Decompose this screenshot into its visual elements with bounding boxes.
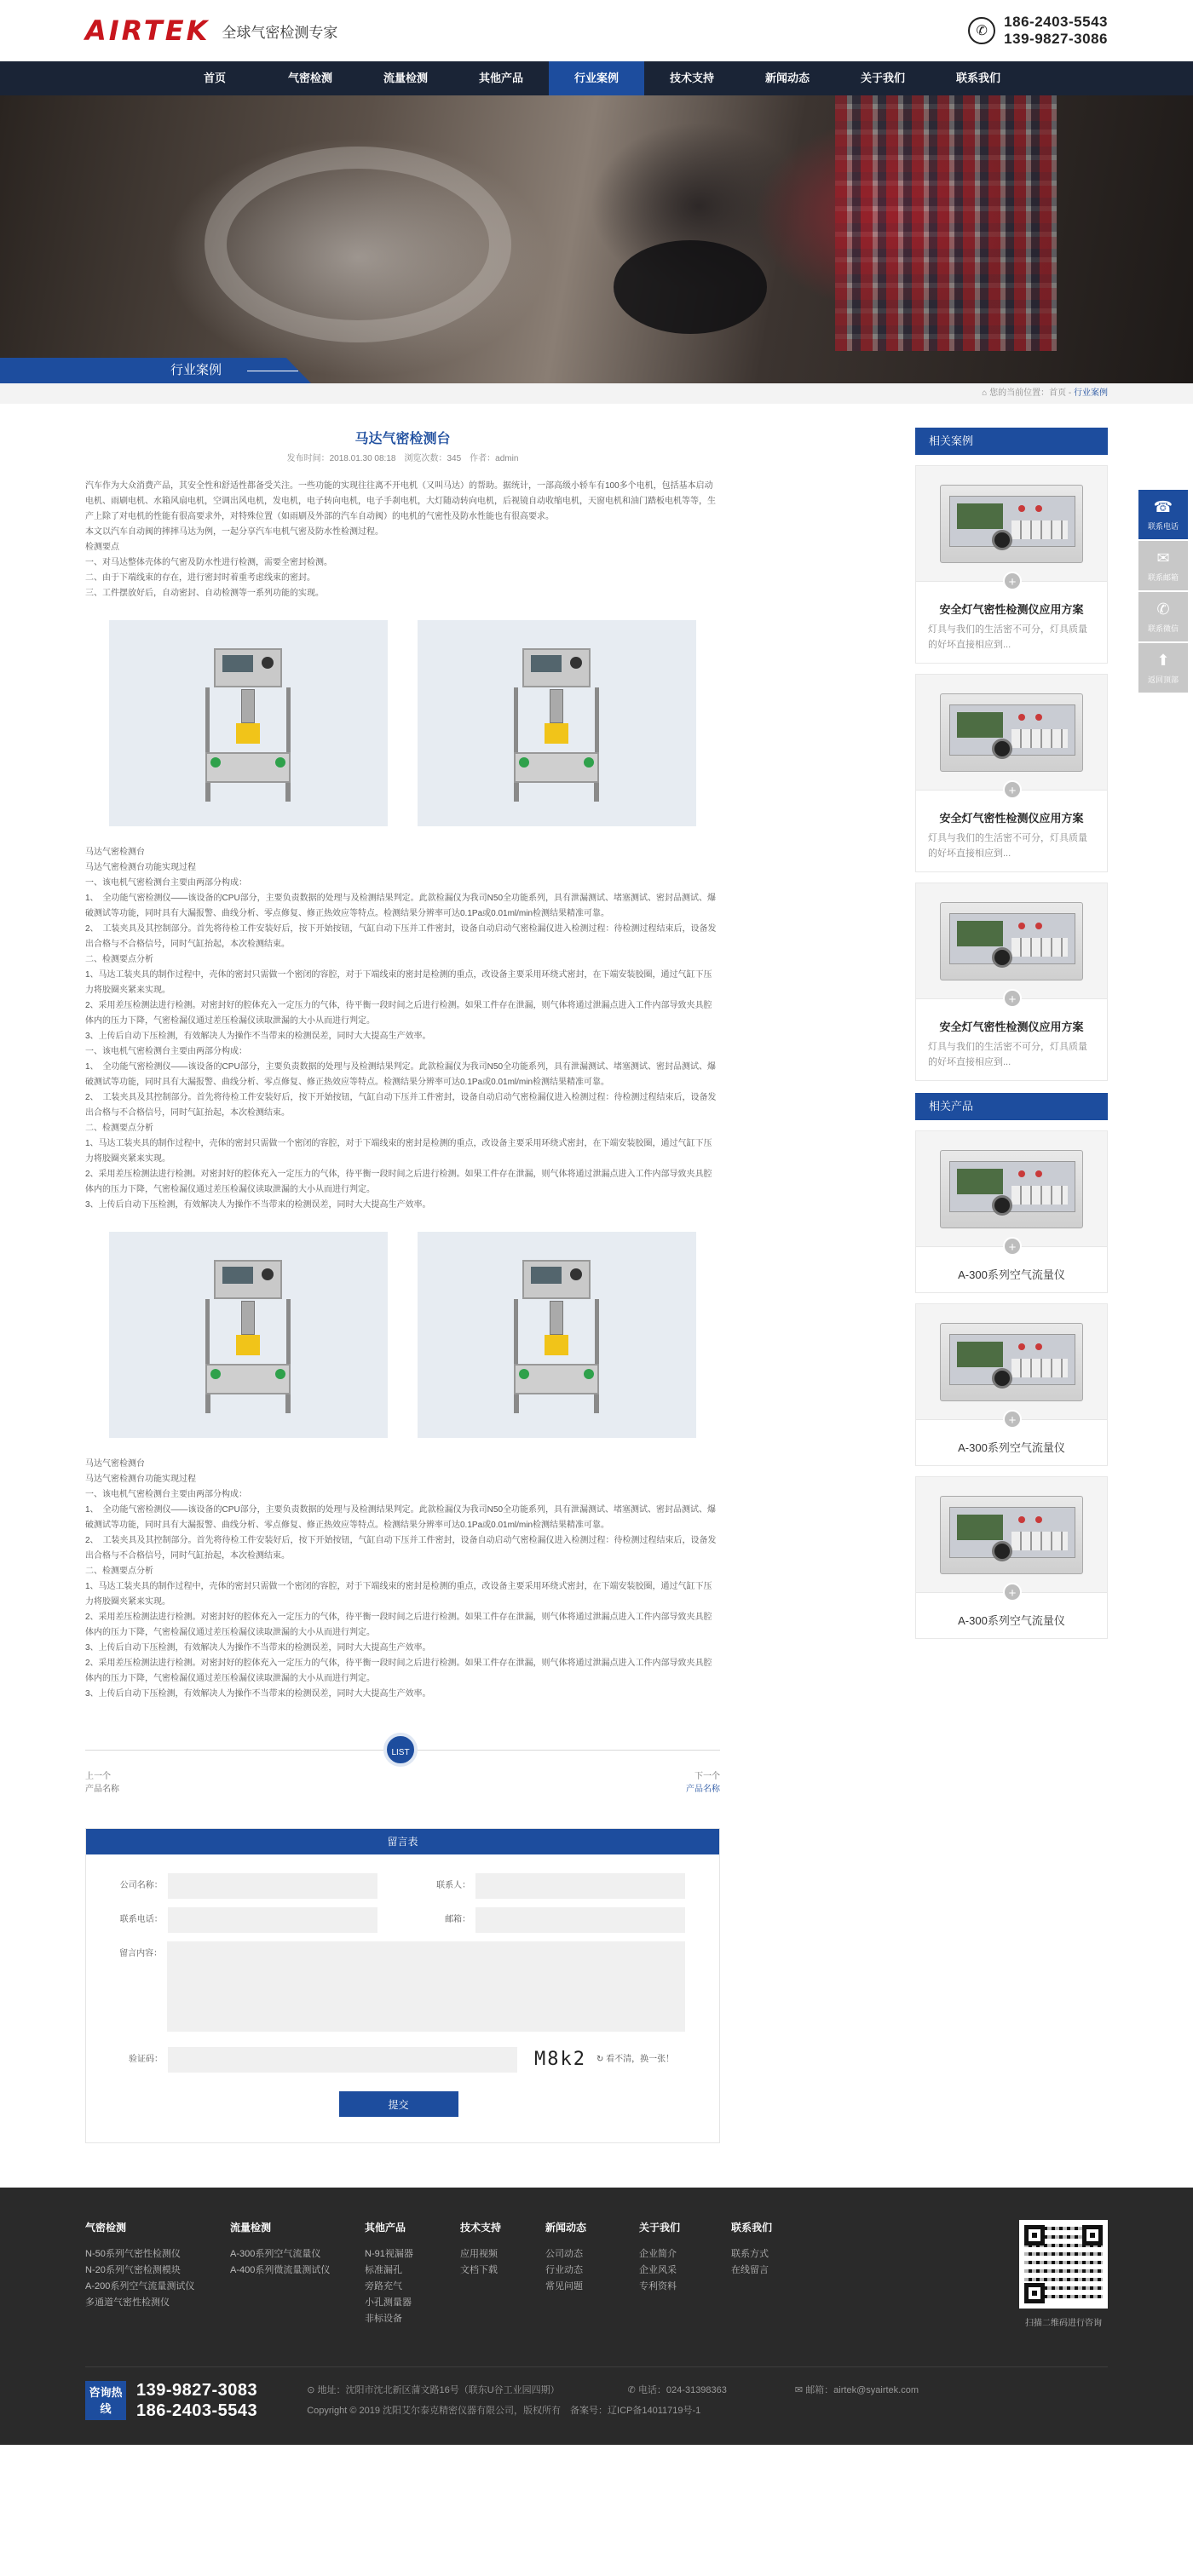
article-paragraph: 三、工件摆放好后，自动密封、自动检测等一系列功能的实现。 — [85, 589, 324, 598]
footer-tel: 电话：024-31398363 — [637, 2385, 727, 2395]
footer-link[interactable]: N-20系列气密检测模块 — [85, 2265, 181, 2275]
case-title[interactable]: 安全灯气密性检测仪应用方案 — [939, 1021, 1084, 1033]
captcha-refresh[interactable]: ↻ 看不清，换一张！ — [596, 2055, 675, 2064]
footer-link[interactable]: 应用视频 — [460, 2249, 498, 2259]
nav-item[interactable]: 联系我们 — [955, 72, 1000, 84]
product-image[interactable] — [916, 675, 1107, 798]
article-paragraph: 3、上传后自动下压检测，有效解决人为操作不当带来的检测误差，同时大大提高生产效率。 — [85, 1643, 431, 1653]
message-label: 留言内容： — [119, 1949, 163, 1958]
case-desc: 灯具与我们的生活密不可分，灯具质量的好坏直接相应到... — [928, 833, 1087, 859]
case-title[interactable]: 安全灯气密性检测仪应用方案 — [939, 603, 1084, 616]
footer-link[interactable]: N-50系列气密性检测仪 — [85, 2249, 181, 2259]
tel-icon: ✆ — [627, 2385, 638, 2395]
product-card[interactable] — [915, 1130, 1108, 1293]
article-images-1 — [85, 620, 720, 826]
phone-label: 联系电话： — [119, 1915, 163, 1924]
footer-link[interactable]: 联系方式 — [731, 2249, 769, 2259]
logo-mark: AIRTEK — [85, 14, 210, 47]
footer-link[interactable]: 专利资料 — [639, 2281, 677, 2291]
nav-item[interactable]: 气密检测 — [287, 72, 332, 84]
phone-input[interactable] — [168, 1907, 377, 1933]
article-paragraph: 1、 全功能气密检测仪——该设备的CPU部分，主要负责数据的处理与及检测结果判定。此款检漏仪为我司N50全功能系列，具有泄漏测试、堵塞测试、密封品测试、爆破测试等功能，同时具有大漏报警、曲线分析、零点修复、修正热效应等特点。检测结果分辨率可达0.1Pa或0.01ml/min检测结果精准可靠。 — [85, 894, 717, 918]
plus-icon[interactable]: + — [1003, 989, 1022, 1008]
machine-image — [418, 1232, 696, 1438]
product-card[interactable] — [915, 1476, 1108, 1639]
article-paragraph: 二、检测要点分析 — [85, 955, 153, 964]
article-paragraph: 本文以汽车自动阀的摔摔马达为例，一起分享汽车电机气密及防水性检测过程。 — [85, 527, 383, 537]
footer-column-title[interactable]: 气密检测 — [85, 2222, 127, 2234]
banner-engine-shape — [205, 147, 511, 342]
next-link[interactable]: 产品名称 — [686, 1785, 720, 1794]
mail-icon: ✉ — [1156, 549, 1170, 566]
prev-label: 上一个 — [85, 1772, 111, 1781]
related-products-title: 相关产品 — [915, 1093, 1108, 1120]
article-paragraph: 2、采用差压检测法进行检测。对密封好的腔体充入一定压力的气体，待平衡一段时间之后进行检测。如果工件存在泄漏，则气体将通过泄漏点进入工件内部导致夹具腔体内的压力下降，气密检漏仪通过差压检漏仪读取泄漏的大小从而进行判定。 — [85, 1613, 712, 1637]
main-nav — [0, 61, 1193, 95]
article-paragraph: 3、上传后自动下压检测，有效解决人为操作不当带来的检测误差，同时大大提高生产效率。 — [85, 1689, 431, 1699]
phone-icon: ✆ — [968, 17, 995, 44]
article-paragraph: 2、 工装夹具及其控制部分。首先将待检工件安装好后，按下开始按钮，气缸自动下压并工件密封，设备自动启动气密检漏仪进入检测过程：待检测过程结束后，设备发出合格与不合格信号，同时气缸抬起，本次检测结束。 — [85, 924, 717, 949]
product-image[interactable] — [916, 883, 1107, 1007]
email-label: 邮箱： — [445, 1915, 471, 1924]
contact-label: 联系人： — [436, 1881, 471, 1890]
company-label: 公司名称： — [119, 1881, 163, 1890]
footer-column-title[interactable]: 新闻动态 — [545, 2222, 587, 2234]
footer-email[interactable]: 邮箱：airtek@syairtek.com — [805, 2385, 919, 2395]
plus-icon[interactable]: + — [1003, 1410, 1022, 1429]
article-paragraph: 3、上传后自动下压检测，有效解决人为操作不当带来的检测误差，同时大大提高生产效率。 — [85, 1032, 431, 1041]
article-paragraph: 二、检测要点分析 — [85, 1124, 153, 1133]
case-card[interactable] — [915, 674, 1108, 872]
article-title: 马达气密检测台 — [354, 432, 451, 446]
qr-caption: 扫描二维码进行咨询 — [1025, 2319, 1102, 2328]
case-desc: 灯具与我们的生活密不可分，灯具质量的好坏直接相应到... — [928, 1042, 1087, 1067]
footer-link[interactable]: 企业风采 — [639, 2265, 677, 2275]
footer-copyright: Copyright © 2019 沈阳艾尔泰克精密仪器有限公司，版权所有 备案号：辽ICP备14011719号-1 — [307, 2406, 701, 2416]
sidebar — [915, 428, 1108, 2143]
case-title[interactable]: 安全灯气密性检测仪应用方案 — [939, 812, 1084, 825]
article-paragraph: 2、 工装夹具及其控制部分。首先将待检工件安装好后，按下开始按钮，气缸自动下压并工件密封，设备自动启动气密检漏仪进入检测过程：待检测过程结束后，设备发出合格与不合格信号，同时气缸抬起，本次检测结束。 — [85, 1536, 717, 1561]
nav-item[interactable]: 首页 — [203, 72, 226, 84]
breadcrumb-prefix[interactable]: 您的当前位置：首页 - — [989, 388, 1074, 398]
case-card[interactable] — [915, 883, 1108, 1081]
logo[interactable] — [85, 14, 337, 47]
machine-image — [109, 620, 388, 826]
footer-link[interactable]: A-200系列空气流量测试仪 — [85, 2281, 195, 2291]
float-toolbar — [1138, 490, 1188, 694]
article-paragraph: 马达气密检测台功能实现过程 — [85, 863, 196, 872]
header-phone-2: 139-9827-3086 — [1004, 31, 1108, 47]
footer-column-title[interactable]: 关于我们 — [639, 2222, 681, 2234]
footer-link[interactable]: 旁路充气 — [365, 2281, 402, 2291]
article-paragraph: 1、 全功能气密检测仪——该设备的CPU部分，主要负责数据的处理与及检测结果判定。此款检漏仪为我司N50全功能系列，具有泄漏测试、堵塞测试、密封品测试、爆破测试等功能，同时具有大漏报警、曲线分析、零点修复、修正热效应等特点。检测结果分辨率可达0.1Pa或0.01ml/min检测结果精准可靠。 — [85, 1505, 717, 1530]
banner — [0, 95, 1193, 383]
arrow-up-icon: ⬆ — [1156, 652, 1170, 669]
next-label: 下一个 — [694, 1772, 720, 1781]
refresh-icon: ↻ — [596, 2055, 607, 2064]
article-paragraph: 马达气密检测台 — [85, 1459, 145, 1469]
top-header — [0, 0, 1193, 61]
article-meta: 发布时间：2018.01.30 08:18 浏览次数：345 作者：admin — [286, 454, 519, 463]
article-paragraph: 马达气密检测台功能实现过程 — [85, 1475, 196, 1484]
email-input[interactable] — [475, 1907, 685, 1933]
plus-icon[interactable]: + — [1003, 1237, 1022, 1256]
breadcrumb — [0, 383, 1193, 404]
article-paragraph: 1、马达工装夹具的制作过程中，壳体的密封只需做一个密闭的容腔，对于下端线束的密封是检测的重点，改设备主要采用环绕式密封，在下端安装胶圈，通过气缸下压力将胶圈夹紧来实现。 — [85, 970, 712, 995]
article-paragraph: 一、该电机气密检测台主要由两部分构成： — [85, 1047, 247, 1056]
nav-item[interactable]: 技术支持 — [669, 72, 714, 84]
footer-link[interactable]: 非标设备 — [365, 2314, 402, 2324]
contact-input[interactable] — [475, 1873, 685, 1899]
article-paragraph: 2、采用差压检测法进行检测。对密封好的腔体充入一定压力的气体，待平衡一段时间之后进行检测。如果工件存在泄漏，则气体将通过泄漏点进入工件内部导致夹具腔体内的压力下降，气密检漏仪通过差压检漏仪读取泄漏的大小从而进行判定。 — [85, 1001, 712, 1026]
hotline-badge: 咨询热线 — [85, 2381, 126, 2420]
product-title[interactable]: A-300系列空气流量仪 — [958, 1614, 1065, 1627]
banner-shirt-shape — [835, 95, 1057, 351]
footer-column-title[interactable]: 其他产品 — [365, 2222, 406, 2234]
article-paragraph: 2、采用差压检测法进行检测。对密封好的腔体充入一定压力的气体，待平衡一段时间之后进行检测。如果工件存在泄漏，则气体将通过泄漏点进入工件内部导致夹具腔体内的压力下降，气密检漏仪通过差压检漏仪读取泄漏的大小从而进行判定。 — [85, 1659, 712, 1683]
footer-link[interactable]: A-300系列空气流量仪 — [230, 2249, 321, 2259]
article-paragraph: 3、上传后自动下压检测，有效解决人为操作不当带来的检测误差，同时大大提高生产效率。 — [85, 1200, 431, 1210]
article-paragraph: 2、 工装夹具及其控制部分。首先将待检工件安装好后，按下开始按钮，气缸自动下压并工件密封，设备自动启动气密检漏仪进入检测过程：待检测过程结束后，设备发出合格与不合格信号，同时气缸抬起，本次检测结束。 — [85, 1093, 717, 1118]
related-cases-title: 相关案例 — [915, 428, 1108, 455]
article-paragraph: 一、对马达整体壳体的气密及防水性进行检测，需要全密封检测。 — [85, 558, 332, 567]
article-paragraph: 检测要点 — [85, 543, 119, 552]
product-image[interactable] — [916, 466, 1107, 589]
captcha-label: 验证码： — [129, 2055, 163, 2064]
float-label: 联系电话 — [1147, 522, 1179, 531]
breadcrumb-current[interactable]: 行业案例 — [1074, 388, 1108, 398]
product-image[interactable] — [916, 1304, 1107, 1428]
plus-icon[interactable]: + — [1003, 780, 1022, 799]
float-arrow-up-button[interactable] — [1138, 643, 1188, 693]
company-input[interactable] — [168, 1873, 377, 1899]
footer-hotline-1: 139-9827-3083 — [136, 2381, 258, 2400]
logo-slogan: 全球气密检测专家 — [222, 24, 338, 41]
float-label: 联系微信 — [1147, 624, 1179, 633]
article-paragraph: 1、 全功能气密检测仪——该设备的CPU部分，主要负责数据的处理与及检测结果判定。此款检漏仪为我司N50全功能系列，具有泄漏测试、堵塞测试、密封品测试、爆破测试等功能，同时具有大漏报警、曲线分析、零点修复、修正热效应等特点。检测结果分辨率可达0.1Pa或0.01ml/min检测结果精准可靠。 — [85, 1062, 717, 1087]
nav-item[interactable]: 关于我们 — [860, 72, 905, 84]
float-mail-button[interactable] — [1138, 541, 1188, 590]
footer-link[interactable]: N-91视漏器 — [365, 2249, 413, 2259]
footer-link[interactable]: A-400系列微流量测试仪 — [230, 2265, 331, 2275]
article-paragraph: 1、马达工装夹具的制作过程中，壳体的密封只需做一个密闭的容腔，对于下端线束的密封是检测的重点，改设备主要采用环绕式密封，在下端安装胶圈，通过气缸下压力将胶圈夹紧来实现。 — [85, 1139, 712, 1164]
mail-icon: ✉ — [794, 2385, 806, 2395]
footer-link[interactable]: 公司动态 — [545, 2249, 583, 2259]
section-title: 行业案例 — [170, 363, 222, 377]
home-icon: ⌂ — [982, 388, 990, 398]
footer-hotline-2: 186-2403-5543 — [136, 2401, 258, 2420]
nav-item[interactable]: 其他产品 — [478, 72, 523, 84]
captcha-input[interactable] — [168, 2047, 517, 2073]
wechat-icon: ✆ — [1156, 601, 1170, 618]
article-paragraph: 一、该电机气密检测台主要由两部分构成： — [85, 878, 247, 888]
article-paragraph: 二、由于下端线束的存在，进行密封时着重考虑线束的密封。 — [85, 573, 315, 583]
message-form — [85, 1828, 720, 2143]
nav-item[interactable]: 新闻动态 — [764, 72, 810, 84]
list-divider — [85, 1733, 720, 1767]
list-button[interactable]: LIST — [383, 1733, 418, 1767]
submit-button[interactable]: 提交 — [339, 2091, 458, 2117]
header-hotline — [968, 14, 1108, 48]
product-title[interactable]: A-300系列空气流量仪 — [958, 1441, 1065, 1454]
case-card[interactable] — [915, 465, 1108, 664]
banner-glove-shape — [614, 240, 767, 334]
footer-link[interactable]: 在线留言 — [731, 2265, 769, 2275]
article-paragraph: 马达气密检测台 — [85, 848, 145, 857]
float-label: 联系邮箱 — [1147, 573, 1179, 582]
header-phone-1: 186-2403-5543 — [1004, 14, 1108, 30]
footer-link[interactable]: 标准漏孔 — [365, 2265, 402, 2275]
phone-icon: ☎ — [1153, 498, 1173, 515]
footer-link[interactable]: 文档下载 — [460, 2265, 498, 2275]
case-desc: 灯具与我们的生活密不可分，灯具质量的好坏直接相应到... — [928, 624, 1087, 650]
plus-icon[interactable]: + — [1003, 1583, 1022, 1601]
footer-link[interactable]: 多通道气密性检测仪 — [85, 2297, 170, 2308]
article-paragraph: 二、检测要点分析 — [85, 1567, 153, 1576]
prev-next — [85, 1770, 720, 1796]
location-icon: ⊙ — [307, 2385, 318, 2395]
footer — [0, 2188, 1193, 2445]
product-image[interactable] — [916, 1477, 1107, 1601]
footer-link[interactable]: 常见问题 — [545, 2281, 583, 2291]
article-images-2 — [85, 1232, 720, 1438]
float-wechat-button[interactable] — [1138, 592, 1188, 641]
captcha-image[interactable]: M8k2 — [534, 2049, 586, 2070]
float-label: 返回顶部 — [1147, 676, 1179, 684]
footer-link[interactable]: 小孔测量器 — [365, 2297, 412, 2308]
article-paragraph: 一、该电机气密检测台主要由两部分构成： — [85, 1490, 247, 1499]
article-paragraph: 1、马达工装夹具的制作过程中，壳体的密封只需做一个密闭的容腔，对于下端线束的密封是检测的重点，改设备主要采用环绕式密封，在下端安装胶圈，通过气缸下压力将胶圈夹紧来实现。 — [85, 1582, 712, 1607]
footer-column-title[interactable]: 技术支持 — [460, 2222, 502, 2234]
product-image[interactable] — [916, 1131, 1107, 1255]
prev-link[interactable]: 产品名称 — [85, 1785, 119, 1794]
nav-item[interactable]: 流量检测 — [383, 72, 428, 84]
nav-item[interactable]: 行业案例 — [549, 61, 644, 95]
plus-icon[interactable]: + — [1003, 572, 1022, 590]
product-title[interactable]: A-300系列空气流量仪 — [958, 1268, 1065, 1281]
machine-image — [109, 1232, 388, 1438]
machine-image — [418, 620, 696, 826]
article-paragraph: 汽车作为大众消费产品，其安全性和舒适性都备受关注。一些功能的实现往往离不开电机（又叫马达）的帮助。据统计，一部高级小轿车有100多个电机，包括基本启动电机、雨刷电机、水箱风扇电机，空调出风电机，发电机，电子转向电机，电子手刹电机，大灯随动转向电机，后视镜自动收缩电机，天窗电机和油门踏板电机等等，生产上除了对电机的性能有很高要求外，对特殊位置（如雨刷及外部的汽车自动阀）的电机的气密性及防水性能也有很高要求。 — [85, 481, 716, 521]
qr-code — [1019, 2220, 1108, 2309]
footer-link[interactable]: 行业动态 — [545, 2265, 583, 2275]
footer-address: 地址：沈阳市沈北新区蒲文路16号（联东U谷工业园四期） — [317, 2385, 560, 2395]
article — [85, 428, 720, 2143]
float-phone-button[interactable] — [1138, 490, 1188, 539]
article-paragraph: 2、采用差压检测法进行检测。对密封好的腔体充入一定压力的气体，待平衡一段时间之后进行检测。如果工件存在泄漏，则气体将通过泄漏点进入工件内部导致夹具腔体内的压力下降，气密检漏仪通过差压检漏仪读取泄漏的大小从而进行判定。 — [85, 1170, 712, 1194]
form-title: 留言表 — [86, 1829, 719, 1854]
product-card[interactable] — [915, 1303, 1108, 1466]
footer-column-title[interactable]: 流量检测 — [230, 2222, 272, 2234]
footer-column-title[interactable]: 联系我们 — [731, 2222, 773, 2234]
footer-link[interactable]: 企业简介 — [639, 2249, 677, 2259]
message-textarea[interactable] — [167, 1941, 685, 2032]
